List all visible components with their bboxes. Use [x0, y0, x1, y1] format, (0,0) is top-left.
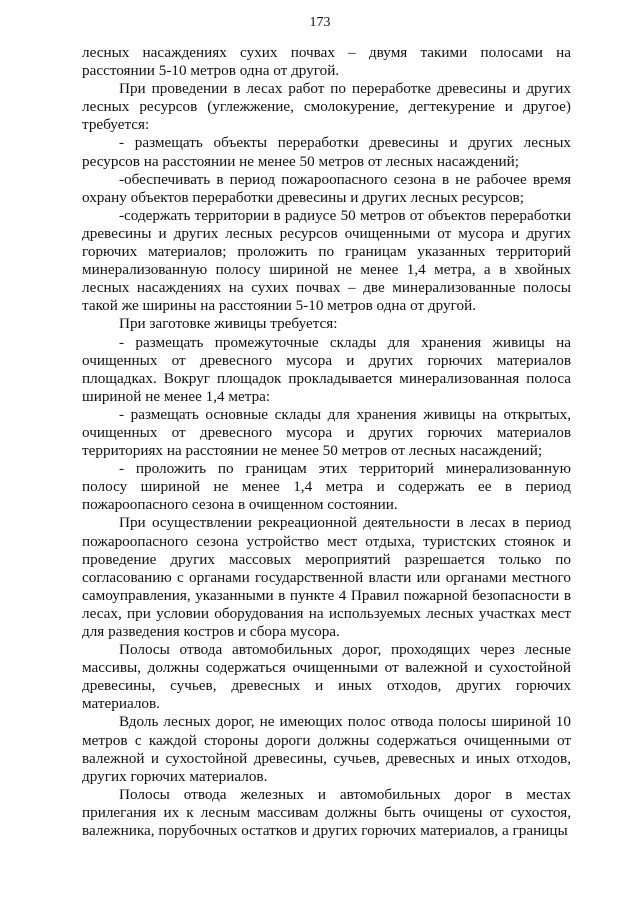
document-body — [82, 44, 571, 840]
paragraph-10: При осуществлении рекреационной деятельности в лесах в период пожароопасного сезона устройство мест отдыха, туристских стоянок и проведение других массовых мероприятий разрешается только по согласованию с органами государственной власти или органами местного самоуправления, указанными в пункте 4 Правил пожарной безопасности в лесах, при условии оборудования на используемых лесных участках мест для разведения костров и сбора мусора. — [82, 514, 571, 640]
paragraph-13: Полосы отвода железных и автомобильных дорог в местах прилегания их к лесным массивам должны быть очищены от сухостоя, валежника, порубочных остатков и других горючих материалов, а границы — [82, 785, 571, 840]
paragraph-12: Вдоль лесных дорог, не имеющих полос отвода полосы шириной 10 метров с каждой стороны дороги должны содержаться очищенными от валежной и сухостойной древесины, сучьев, древесных и иных отходов, других горючих материалов. — [82, 713, 571, 785]
paragraph-7: - размещать промежуточные склады для хранения живицы на очищенных от древесного мусора и других горючих материалов площадках. Вокруг площадок прокладывается минерализованная полоса шириной не менее 1,4 метра: — [82, 333, 571, 405]
paragraph-1: лесных насаждениях сухих почвах – двумя такими полосами на расстоянии 5-10 метров одна от другой. — [82, 44, 571, 80]
paragraph-8: - размещать основные склады для хранения живицы на открытых, очищенных от древесного мусора и других горючих материалов территориях на расстоянии не менее 50 метров от лесных насаждений; — [82, 405, 571, 460]
paragraph-5: -содержать территории в радиусе 50 метров от объектов переработки древесины и других лесных ресурсов очищенными от мусора и других горючих материалов; проложить по границам указанных территорий минерализованную полосу шириной не менее 1,4 метра, а в хвойных лесных насаждениях на сухих почвах – две минерализованные полосы такой же ширины на расстоянии 5-10 метров одна от другой. — [82, 206, 571, 315]
paragraph-11: Полосы отвода автомобильных дорог, проходящих через лесные массивы, должны содержаться очищенными от валежной и сухостойной древесины, сучьев, древесных и иных отходов, других горючих материалов. — [82, 641, 571, 713]
paragraph-4: -обеспечивать в период пожароопасного сезона в не рабочее время охрану объектов переработки древесины и других лесных ресурсов; — [82, 170, 571, 206]
paragraph-3: - размещать объекты переработки древесины и других лесных ресурсов на расстоянии не менее 50 метров от лесных насаждений; — [82, 134, 571, 170]
paragraph-6: При заготовке живицы требуется: — [119, 315, 338, 333]
page-number: 173 — [309, 15, 331, 30]
paragraph-2: При проведении в лесах работ по переработке древесины и других лесных ресурсов (углежжение, смолокурение, дегтекурение и другое) требуется: — [82, 80, 571, 134]
paragraph-9: - проложить по границам этих территорий минерализованную полосу шириной не менее 1,4 метра и содержать ее в период пожароопасного сезона в очищенном состоянии. — [82, 460, 571, 514]
